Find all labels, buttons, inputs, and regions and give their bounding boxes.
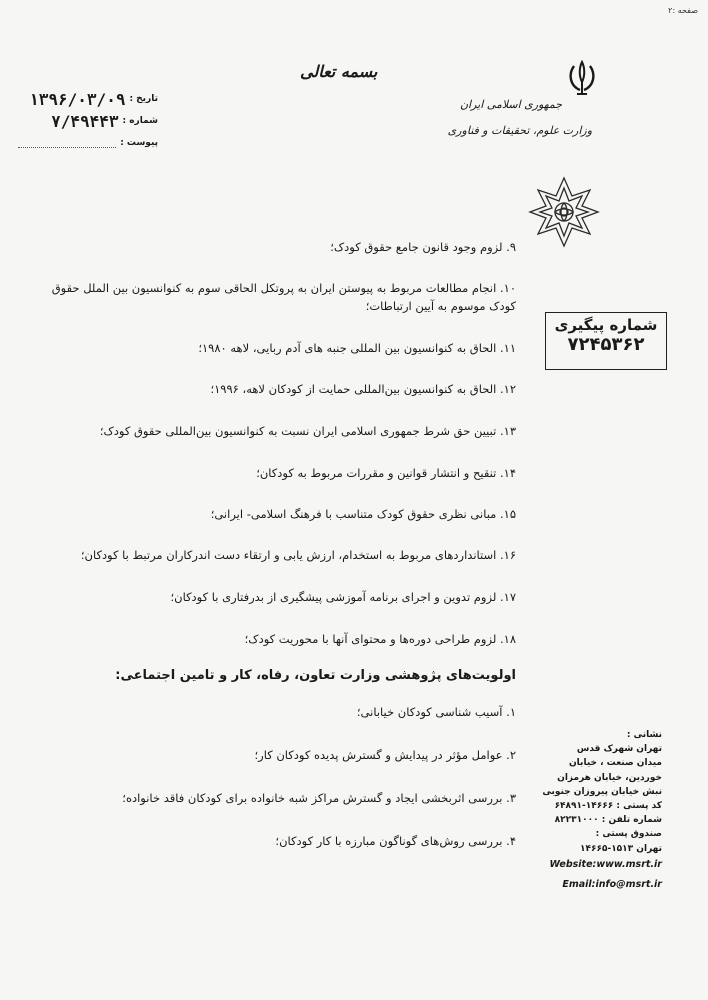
iran-emblem-icon [562, 58, 602, 98]
tracking-number: ۷۲۴۵۳۶۲ [567, 334, 645, 355]
address-line: میدان صنعت ، خیابان [569, 758, 662, 769]
tracking-label: شماره پیگیری [554, 316, 658, 334]
po-box-value: تهران ۱۵۱۳-۱۴۶۶۵ [579, 843, 662, 854]
date-label: تاریخ : [129, 94, 158, 104]
government-name: جمهوری اسلامی ایران [459, 98, 562, 111]
list-item: ۱۴. تنقیح و انتشار قوانین و مقررات مربوط به کودکان؛ [256, 466, 516, 480]
address-line: نبش خیابان پیروزان جنوبی [542, 786, 662, 797]
phone-number: شماره تلفن : ۸۲۲۳۱۰۰۰ [554, 815, 662, 826]
date-value: ۱۳۹۶/۰۳/۰۹ [29, 89, 126, 109]
number-row [18, 110, 158, 132]
section-list-item: ۱. آسیب شناسی کودکان خیابانی؛ [356, 705, 516, 719]
address-block [540, 728, 662, 892]
address-line: خوردین، خیابان هرمزان [557, 772, 662, 783]
ministry-name: وزارت علوم، تحقیقات و فناوری [447, 124, 592, 137]
attachment-label: پیوست : [120, 138, 158, 148]
address-label: نشانی : [626, 730, 662, 740]
bismillah-heading: بسمه تعالی [300, 62, 378, 81]
page-number: صفحه :۲ [668, 6, 698, 15]
date-row [18, 88, 158, 110]
attachment-row [18, 132, 158, 154]
list-item: ۱۷. لزوم تدوین و اجرای برنامه آموزشی پیشگیری از بدرفتاری با کودکان؛ [170, 590, 516, 604]
number-value: ۷/۴۹۴۴۳ [51, 111, 119, 131]
list-item: ۱۵. مبانی نظری حقوق کودک متناسب با فرهنگ اسلامی- ایرانی؛ [210, 507, 516, 521]
list-item: ۱۸. لزوم طراحی دوره‌ها و محتوای آنها با محوریت کودک؛ [244, 632, 516, 646]
list-item: ۱۱. الحاق به کنوانسیون بین المللی جنبه های آدم ربایی، لاهه ۱۹۸۰؛ [198, 341, 516, 355]
website-link[interactable]: Website:www.msrt.ir [549, 858, 662, 870]
attachment-blank [18, 147, 116, 148]
list-item: ۱۶. استانداردهای مربوط به استخدام، ارزش یابی و ارتقاء دست اندرکاران مرتبط با کودکان؛ [80, 548, 516, 562]
email-link[interactable]: Email:info@msrt.ir [562, 879, 662, 891]
list-item: ۱۲. الحاق به کنوانسیون بین‌المللی حمایت از کودکان لاهه، ۱۹۹۶؛ [210, 382, 516, 396]
list-item: ۱۳. تبیین حق شرط جمهوری اسلامی ایران نسبت به کنوانسیون بین‌المللی حقوق کودک؛ [99, 424, 516, 438]
letter-metadata [18, 88, 158, 154]
number-label: شماره : [122, 116, 158, 126]
address-line: تهران شهرک قدس [576, 744, 662, 755]
section-list-item: ۴. بررسی روش‌های گوناگون مبارزه با کار کودکان؛ [275, 834, 516, 848]
letter-body [38, 230, 516, 850]
section-heading: اولویت‌های پژوهشی وزارت تعاون، رفاه، کار و تامین اجتماعی: [115, 668, 516, 683]
section-list-item: ۳. بررسی اثربخشی ایجاد و گسترش مراکز شبه خانواده برای کودکان فاقد خانواده؛ [122, 791, 516, 805]
po-box-label: صندوق پستی : [595, 829, 662, 840]
postal-code: کد پستی : ۱۴۶۶۶-۶۴۸۹۱ [554, 801, 662, 812]
list-item: ۹. لزوم وجود قانون جامع حقوق کودک؛ [330, 240, 516, 254]
tracking-box [545, 312, 667, 370]
section-list-item: ۲. عوامل مؤثر در پیدایش و گسترش پدیده کودکان کار؛ [254, 748, 516, 762]
list-item: ۱۰. انجام مطالعات مربوط به پیوستن ایران به پروتکل الحاقی سوم به کنوانسیون بین الملل حقوق کودک موسوم به آیین ارتباطات؛ [51, 281, 516, 313]
ornament-star-icon [528, 176, 600, 248]
